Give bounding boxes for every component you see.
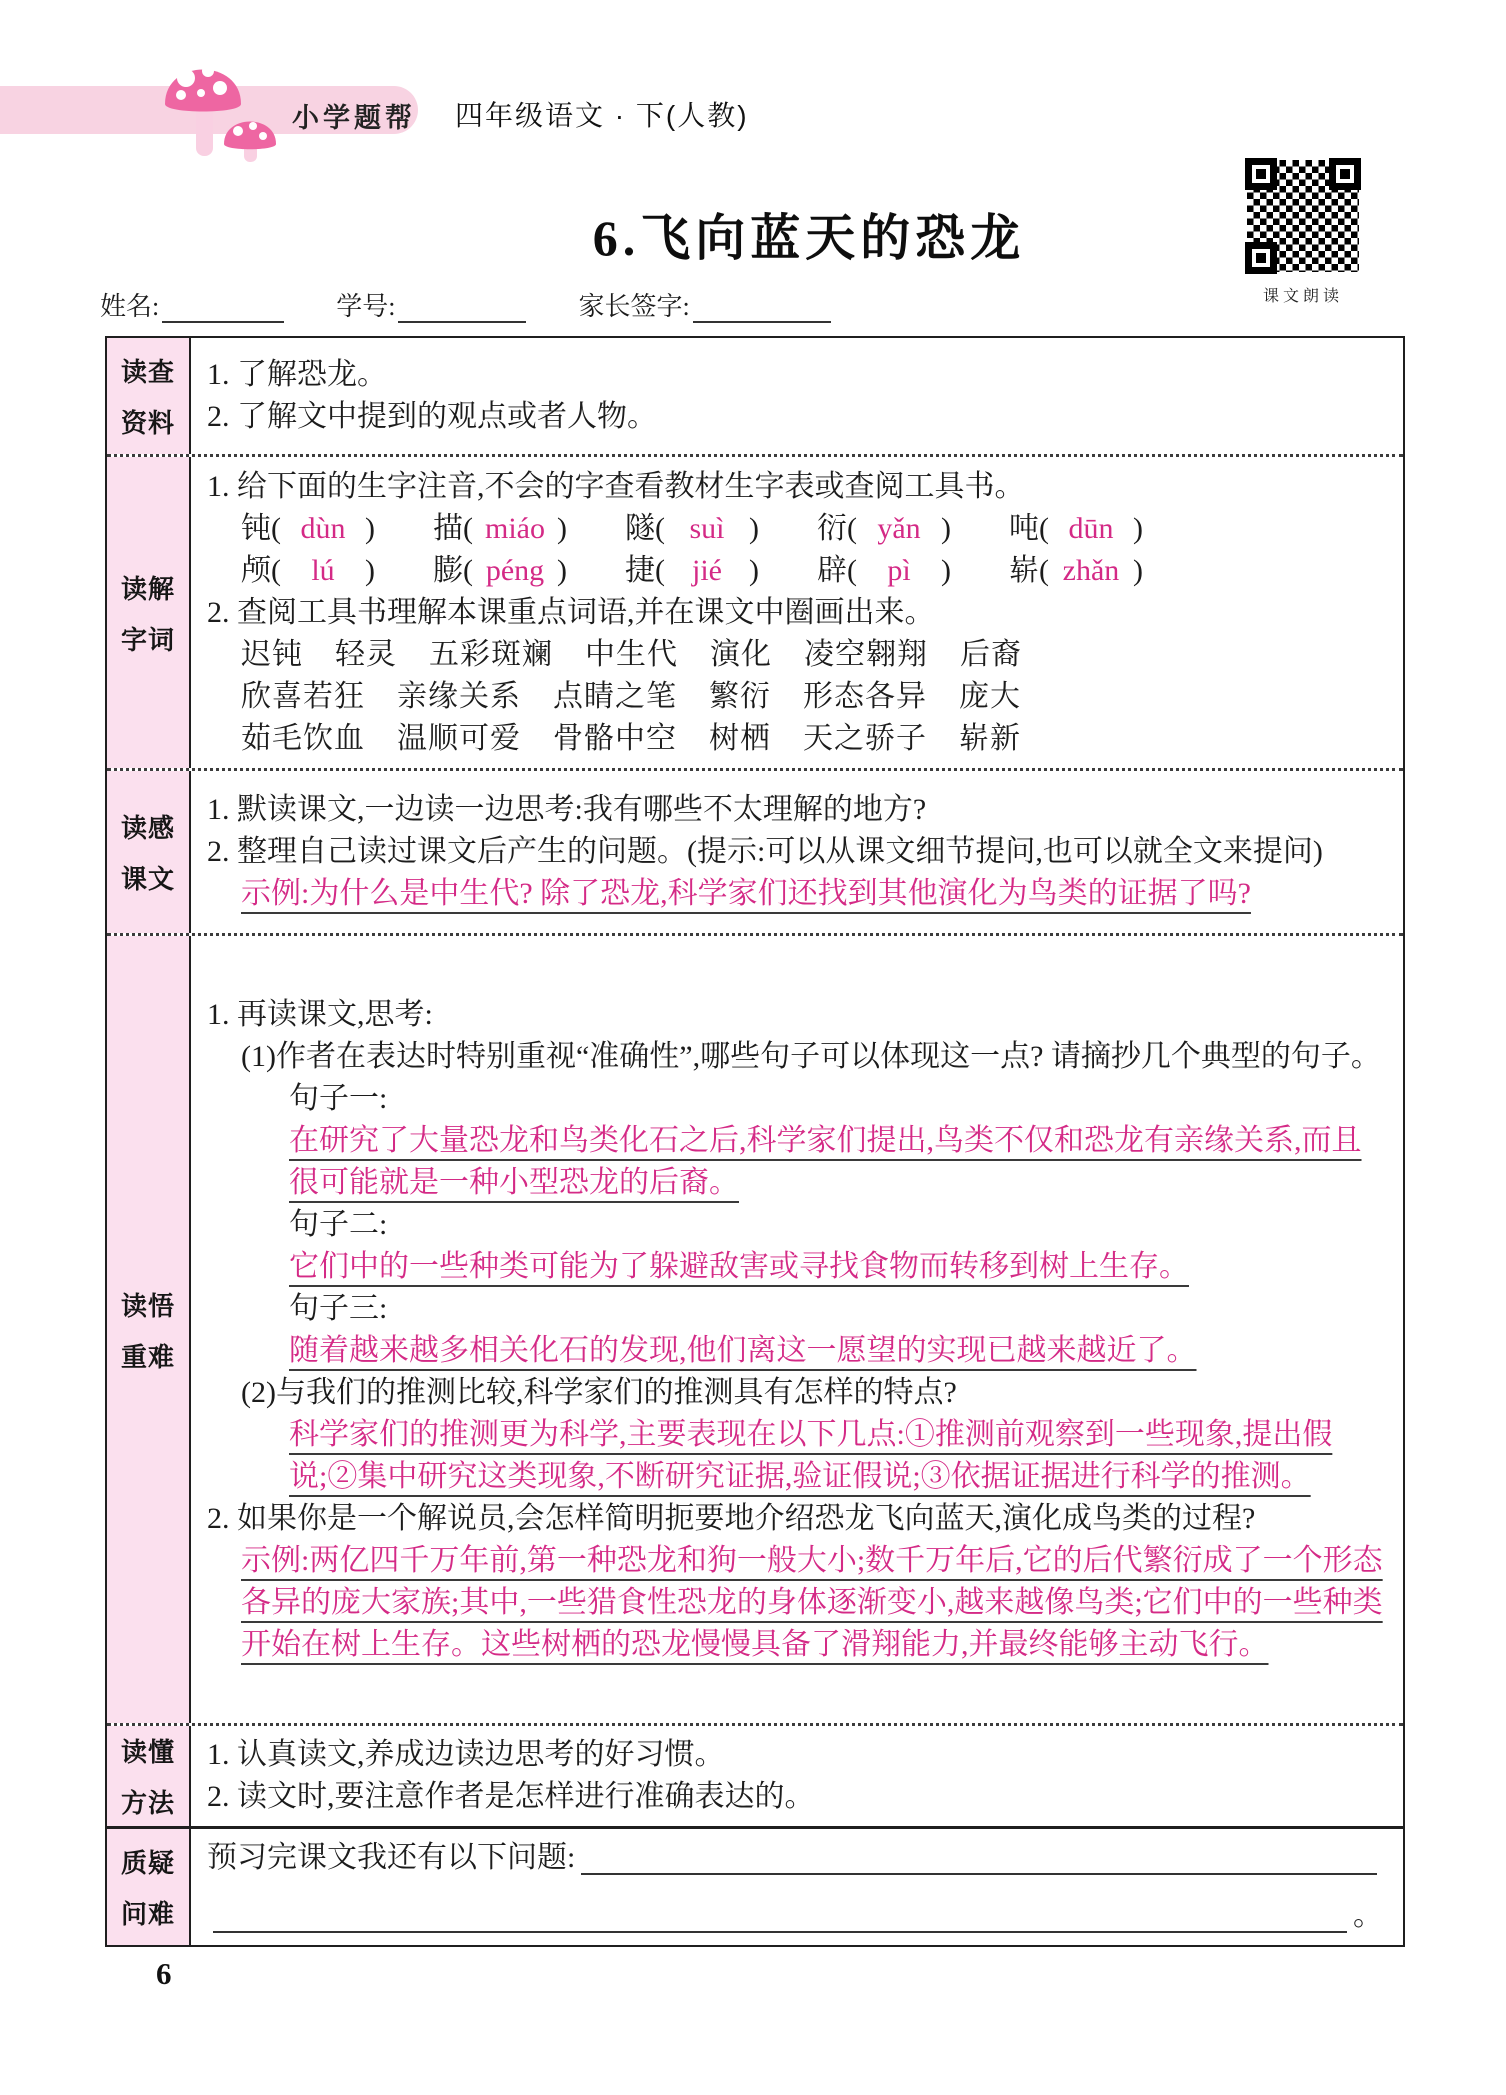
answer-text: 示例:两亿四千万年前,第一种恐龙和狗一般大小;数千万年后,它的后代繁衍成了一个形态各异的庞大家族;其中,一些猎食性恐龙的身体逐渐变小,越来越像鸟类;它们中的一些种类开始在树上生存。这些树栖的恐龙慢慢具备了滑翔能力,并最终能够主动飞行。 xyxy=(241,1543,1383,1661)
row-label-line: 字词 xyxy=(120,624,175,655)
paren: ) xyxy=(557,511,567,545)
fill-tail: 。 xyxy=(1353,1899,1383,1932)
pinyin-item xyxy=(1009,550,1201,592)
row-content xyxy=(191,338,1403,454)
answer-text: 它们中的一些种类可能为了躲避敌害或寻找食物而转移到树上生存。 xyxy=(289,1249,1189,1283)
word-item: 中生代 xyxy=(585,637,678,671)
pinyin-item xyxy=(817,550,1009,592)
character-text: 捷 xyxy=(625,553,655,587)
paren: ) xyxy=(1133,511,1143,545)
pinyin-row xyxy=(241,550,1383,592)
pinyin-item xyxy=(625,550,817,592)
fill-label: 预习完课文我还有以下问题: xyxy=(207,1841,576,1874)
row-label xyxy=(107,338,191,454)
row-label-line: 读悟 xyxy=(120,1290,175,1321)
name-field xyxy=(100,286,284,323)
question-text: 1. 默读课文,一边读一边思考:我有哪些不太理解的地方? xyxy=(207,793,927,826)
row-content xyxy=(191,771,1403,933)
row-content xyxy=(191,1726,1403,1826)
pinyin-item xyxy=(625,508,817,550)
question-text: 1. 再读课文,思考: xyxy=(207,997,433,1031)
row-label-line: 重难 xyxy=(120,1341,175,1372)
paren: ) xyxy=(941,553,951,587)
row-label xyxy=(107,771,191,933)
table-row xyxy=(107,1826,1403,1945)
question-text: 2. 如果你是一个解说员,会怎样简明扼要地介绍恐龙飞向蓝天,演化成鸟类的过程? xyxy=(207,1501,1256,1535)
character-text: 膨 xyxy=(433,553,463,587)
word-list-row xyxy=(241,718,1383,760)
question-text: 2. 了解文中提到的观点或者人物。 xyxy=(207,400,657,433)
parent-signature-label: 家长签字: xyxy=(578,292,690,321)
pinyin-answer: jié xyxy=(692,553,722,587)
pinyin-answer: péng xyxy=(485,553,545,587)
word-item: 轻灵 xyxy=(335,637,397,671)
row-label xyxy=(107,457,191,768)
page-number: 6 xyxy=(156,1956,172,1991)
word-list-row xyxy=(241,676,1383,718)
pinyin-answer: dùn xyxy=(300,511,346,545)
fill-in-line xyxy=(207,1837,1383,1879)
answer-text: 随着越来越多相关化石的发现,他们离这一愿望的实现已越来越近了。 xyxy=(289,1333,1197,1367)
row-label-line: 读懂 xyxy=(120,1737,175,1767)
pinyin-answer: miáo xyxy=(485,511,545,545)
word-item: 迟钝 xyxy=(241,637,303,671)
mushroom-logo-icon xyxy=(156,44,288,164)
table-row xyxy=(107,1723,1403,1826)
table-row xyxy=(107,454,1403,768)
word-item: 茹毛饮血 xyxy=(241,721,365,755)
table-row xyxy=(107,933,1403,1723)
character-text: 辟 xyxy=(817,553,847,587)
paren: ) xyxy=(365,553,375,587)
paren: ( xyxy=(1039,553,1049,587)
worksheet-table xyxy=(105,336,1405,1947)
word-item: 后裔 xyxy=(960,637,1022,671)
row-label-line: 方法 xyxy=(120,1788,175,1818)
row-label xyxy=(107,1829,191,1945)
word-list-row xyxy=(241,634,1383,676)
row-label-line: 质疑 xyxy=(120,1848,175,1878)
word-item: 庞大 xyxy=(959,679,1021,713)
qr-code xyxy=(1243,156,1363,276)
word-item: 繁衍 xyxy=(709,679,771,713)
answer-text: 科学家们的推测更为科学,主要表现在以下几点:①推测前观察到一些现象,提出假说;②集中研究这类现象,不断研究证据,验证假说;③依据证据进行科学的推测。 xyxy=(289,1417,1333,1493)
paren: ( xyxy=(1039,511,1049,545)
character-text: 崭 xyxy=(1009,553,1039,587)
sentence-label: 句子二: xyxy=(289,1207,388,1241)
student-info-row xyxy=(100,286,1200,323)
row-label-line: 读查 xyxy=(120,357,175,387)
pinyin-answer: zhǎn xyxy=(1062,553,1120,587)
answer-blank[interactable] xyxy=(581,1841,1377,1875)
question-text: 2. 整理自己读过课文后产生的问题。(提示:可以从课文细节提问,也可以就全文来提问) xyxy=(207,835,1323,868)
word-item: 温顺可爱 xyxy=(397,721,521,755)
pinyin-answer: dūn xyxy=(1068,511,1114,545)
character-text: 衍 xyxy=(817,511,847,545)
paren: ) xyxy=(749,511,759,545)
word-item: 演化 xyxy=(710,637,772,671)
answer-text: 示例:为什么是中生代? 除了恐龙,科学家们还找到其他演化为鸟类的证据了吗? xyxy=(241,877,1251,910)
word-item: 亲缘关系 xyxy=(397,679,521,713)
question-text: 1. 了解恐龙。 xyxy=(207,358,387,391)
pinyin-item xyxy=(433,550,625,592)
parent-signature-field xyxy=(578,286,830,323)
row-label xyxy=(107,936,191,1723)
row-label-line: 课文 xyxy=(120,864,175,894)
row-content xyxy=(191,936,1403,1723)
pinyin-item xyxy=(817,508,1009,550)
qr-finder-icon xyxy=(1245,158,1277,190)
sub-question-text: (1)作者在表达时特别重视“准确性”,哪些句子可以体现这一点? 请摘抄几个典型的句子。 xyxy=(241,1039,1381,1073)
character-text: 吨 xyxy=(1009,511,1039,545)
character-text: 颅 xyxy=(241,553,271,587)
word-item: 天之骄子 xyxy=(803,721,927,755)
table-row xyxy=(107,338,1403,454)
student-id-field xyxy=(336,286,526,323)
character-text: 钝 xyxy=(241,511,271,545)
pinyin-item xyxy=(1009,508,1201,550)
pinyin-answer: yǎn xyxy=(877,511,921,545)
page-title: 6.飞向蓝天的恐龙 xyxy=(592,210,1026,266)
answer-blank[interactable] xyxy=(213,1899,1347,1933)
word-item: 崭新 xyxy=(959,721,1021,755)
row-label-line: 问难 xyxy=(120,1899,175,1929)
word-item: 树栖 xyxy=(709,721,771,755)
edition-label: 四年级语文 · 下(人教) xyxy=(455,100,749,131)
row-content xyxy=(191,457,1403,768)
question-text: 1. 认真读文,养成边读边思考的好习惯。 xyxy=(207,1738,725,1771)
paren: ) xyxy=(749,553,759,587)
paren: ( xyxy=(463,553,473,587)
question-text: 1. 给下面的生字注音,不会的字查看教材生字表或查阅工具书。 xyxy=(207,469,1025,503)
word-item: 欣喜若狂 xyxy=(241,679,365,713)
question-text: 2. 读文时,要注意作者是怎样进行准确表达的。 xyxy=(207,1780,815,1813)
sentence-label: 句子一: xyxy=(289,1081,388,1115)
word-item: 凌空翱翔 xyxy=(804,637,928,671)
paren: ( xyxy=(847,553,857,587)
row-label xyxy=(107,1726,191,1826)
qr-finder-icon xyxy=(1245,242,1277,274)
student-id-label: 学号: xyxy=(336,292,396,321)
pinyin-row xyxy=(241,508,1383,550)
row-label-line: 读感 xyxy=(120,813,175,843)
word-item: 五彩斑斓 xyxy=(429,637,553,671)
question-text: 2. 查阅工具书理解本课重点词语,并在课文中圈画出来。 xyxy=(207,595,935,629)
sentence-label: 句子三: xyxy=(289,1291,388,1325)
word-item: 点睛之笔 xyxy=(553,679,677,713)
brand-badge: 小学题帮 xyxy=(292,103,416,133)
paren: ) xyxy=(365,511,375,545)
table-row xyxy=(107,768,1403,933)
answer-text: 在研究了大量恐龙和鸟类化石之后,科学家们提出,鸟类不仅和恐龙有亲缘关系,而且很可能就是一种小型恐龙的后裔。 xyxy=(289,1123,1362,1199)
paren: ) xyxy=(941,511,951,545)
row-label-line: 读解 xyxy=(120,573,175,604)
paren: ) xyxy=(557,553,567,587)
character-text: 描 xyxy=(433,511,463,545)
pinyin-answer: pì xyxy=(887,553,911,587)
qr-caption: 课文朗读 xyxy=(1262,288,1343,305)
paren: ( xyxy=(271,511,281,545)
row-label-line: 资料 xyxy=(120,408,175,438)
character-text: 隧 xyxy=(625,511,655,545)
student-id-blank[interactable] xyxy=(398,291,526,323)
pinyin-answer: lú xyxy=(311,553,335,587)
paren: ( xyxy=(847,511,857,545)
pinyin-answer: suì xyxy=(689,511,725,545)
name-label: 姓名: xyxy=(100,292,160,321)
pinyin-item xyxy=(433,508,625,550)
paren: ( xyxy=(655,553,665,587)
paren: ( xyxy=(463,511,473,545)
paren: ) xyxy=(1133,553,1143,587)
pinyin-item xyxy=(241,508,433,550)
paren: ( xyxy=(271,553,281,587)
paren: ( xyxy=(655,511,665,545)
name-blank[interactable] xyxy=(162,291,284,323)
parent-signature-blank[interactable] xyxy=(693,291,831,323)
qr-finder-icon xyxy=(1329,158,1361,190)
word-item: 形态各异 xyxy=(803,679,927,713)
row-content xyxy=(191,1829,1403,1945)
word-item: 骨骼中空 xyxy=(553,721,677,755)
sub-question-text: (2)与我们的推测比较,科学家们的推测具有怎样的特点? xyxy=(241,1375,957,1409)
pinyin-item xyxy=(241,550,433,592)
fill-in-line xyxy=(207,1895,1383,1937)
